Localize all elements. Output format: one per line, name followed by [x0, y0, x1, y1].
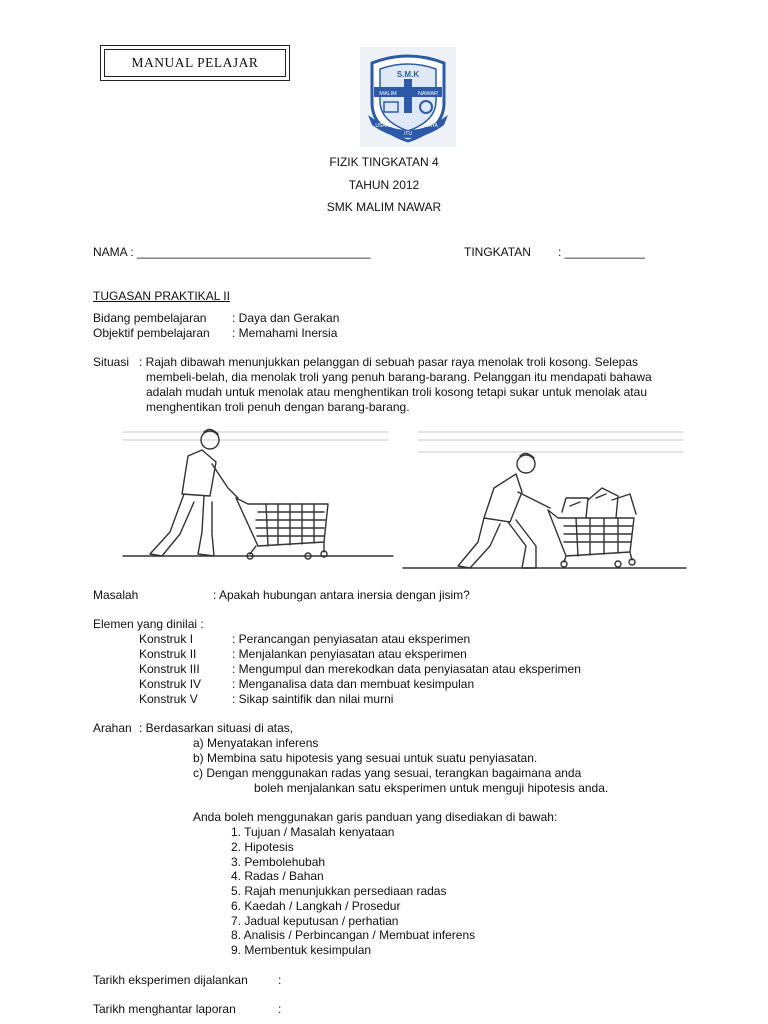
school-crest-logo	[360, 47, 456, 147]
construct-label: Konstruk V	[139, 692, 198, 706]
field-label: Bidang pembelajaran	[93, 311, 207, 325]
situation-line: adalah mudah untuk menolak atau menghentikan troli kosong tetapi sukar untuk menolak atau	[146, 385, 647, 399]
name-field: NAMA : ___________________________________	[93, 245, 371, 259]
construct-value: : Menganalisa data dan membuat kesimpulan	[232, 677, 475, 691]
guide-item: 7. Jadual keputusan / perhatian	[231, 914, 399, 928]
title-line-1: FIZIK TINGKATAN 4	[329, 155, 439, 169]
guide-item: 5. Rajah menunjukkan persediaan radas	[231, 884, 447, 898]
instruction-c-continued: boleh menjalankan satu eksperimen untuk menguji hipotesis anda.	[254, 781, 609, 795]
problem-value: : Apakah hubungan antara inersia dengan jisim?	[213, 588, 470, 602]
task-heading: TUGASAN PRAKTIKAL II	[93, 289, 230, 303]
experiment-date-label: Tarikh eksperimen dijalankan	[93, 973, 248, 987]
man-full-trolley	[458, 453, 550, 568]
manual-pelajar-label: MANUAL PELAJAR	[104, 49, 286, 77]
title-line-3: SMK MALIM NAWAR	[326, 200, 442, 214]
crest-motto-2: ITU	[403, 131, 413, 137]
man-empty-trolley	[150, 429, 238, 556]
construct-value: : Menjalankan penyiasatan atau eksperimen	[232, 647, 467, 661]
field-value: : Daya dan Gerakan	[232, 311, 340, 325]
situation-line: menghentikan troli penuh dengan barang-barang.	[146, 400, 410, 414]
construct-label: Konstruk II	[139, 647, 197, 661]
guide-item: 3. Pembolehubah	[231, 855, 326, 869]
empty-trolley	[236, 498, 328, 559]
instruction-c: c) Dengan menggunakan radas yang sesuai, terangkan bagaimana anda	[193, 766, 582, 780]
situation-label: Situasi	[93, 355, 130, 369]
guide-item: 1. Tujuan / Masalah kenyataan	[231, 825, 395, 839]
crest-banner-right: NAWAR	[417, 91, 439, 97]
problem-label: Masalah	[93, 588, 139, 602]
form-field: : ____________	[558, 245, 645, 259]
trolley-illustration	[118, 422, 688, 578]
crest-motto-1: USAHA	[375, 123, 393, 129]
instructions-label: Arahan	[93, 721, 132, 735]
submit-date-label: Tarikh menghantar laporan	[93, 1002, 236, 1016]
construct-value: : Perancangan penyiasatan atau eksperimen	[232, 632, 471, 646]
situation-line: : Rajah dibawah menunjukkan pelanggan di sebuah pasar raya menolak troli kosong. Selepas	[139, 355, 638, 369]
full-trolley	[548, 488, 636, 567]
guide-item: 8. Analisis / Perbincangan / Membuat inferens	[231, 928, 476, 942]
title-line-2: TAHUN 2012	[348, 178, 420, 192]
guide-item: 6. Kaedah / Langkah / Prosedur	[231, 899, 401, 913]
instructions-intro: : Berdasarkan situasi di atas,	[139, 721, 294, 735]
construct-label: Konstruk IV	[139, 677, 202, 691]
construct-value: : Mengumpul dan merekodkan data penyiasatan atau eksperimen	[232, 662, 581, 676]
construct-label: Konstruk III	[139, 662, 200, 676]
crest-initials: S.M.K	[396, 70, 420, 79]
instruction-a: a) Menyatakan inferens	[193, 736, 319, 750]
objective-label: Objektif pembelajaran	[93, 326, 210, 340]
guide-intro: Anda boleh menggunakan garis panduan yang disediakan di bawah:	[193, 810, 558, 824]
crest-banner-left: MALIM	[379, 91, 397, 97]
experiment-date-colon: :	[278, 973, 282, 987]
guide-item: 4. Radas / Bahan	[231, 869, 324, 883]
guide-item: 9. Membentuk kesimpulan	[231, 943, 372, 957]
instruction-b: b) Membina satu hipotesis yang sesuai untuk suatu penyiasatan.	[193, 751, 538, 765]
elements-heading: Elemen yang dinilai :	[93, 617, 204, 631]
manual-pelajar-box	[100, 45, 290, 81]
submit-date-colon: :	[278, 1002, 282, 1016]
situation-line: membeli-belah, dia menolak troli yang penuh barang-barang. Pelanggan itu mendapati bahawa	[146, 370, 652, 384]
crest-motto-3: JAYA	[426, 123, 438, 129]
guide-item: 2. Hipotesis	[231, 840, 294, 854]
form-label: TINGKATAN	[464, 245, 531, 259]
construct-value: : Sikap saintifik dan nilai murni	[232, 692, 394, 706]
construct-label: Konstruk I	[139, 632, 194, 646]
objective-value: : Memahami Inersia	[232, 326, 338, 340]
